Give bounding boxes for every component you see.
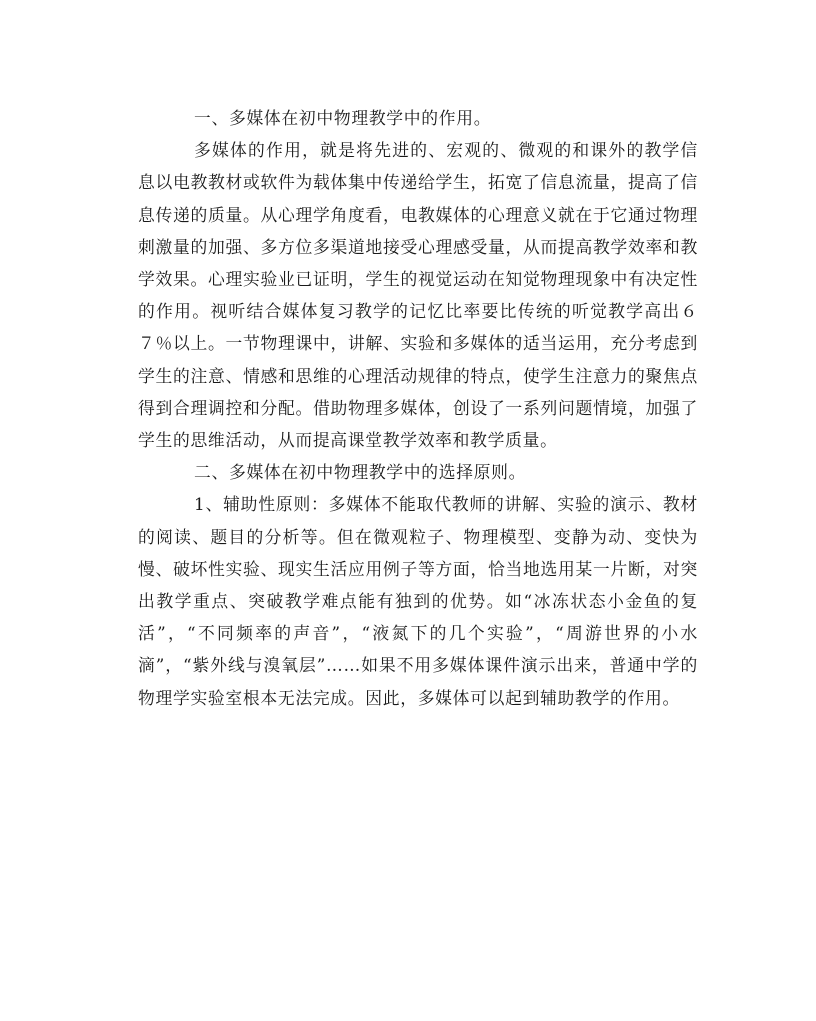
paragraph-1: 多媒体的作用，就是将先进的、宏观的、微观的和课外的教学信息以电教教材或软件为载体集中传递给学生，拓宽了信息流量，提高了信息传递的质量。从心理学角度看，电教媒体的心理意义就在于它通过物理刺激量的加强、多方位多渠道地接受心理感受量，从而提高教学效率和教学效果。心理实验业已证明，学生的视觉运动在知觉物理现象中有决定性的作用。视听结合媒体复习教学的记忆比率要比传统的听觉教学高出６７％以上。一节物理课中，讲解、实验和多媒体的适当运用，充分考虑到学生的注意、情感和思维的心理活动规律的特点，使学生注意力的聚焦点得到合理调控和分配。借助物理多媒体，创设了一系列问题情境，加强了学生的思维活动，从而提高课堂教学效率和教学质量。 bbox=[138, 140, 698, 451]
section-heading-2: 二、多媒体在初中物理教学中的选择原则。 bbox=[194, 462, 527, 483]
section-heading-1: 一、多媒体在初中物理教学中的作用。 bbox=[194, 108, 492, 128]
paragraph-2: 1、辅助性原则：多媒体不能取代教师的讲解、实验的演示、教材的阅读、题目的分析等。但在微观粒子、物理模型、变静为动、变快为慢、破坏性实验、现实生活应用例子等方面，恰当地选用某一片断，对突出教学重点、突破教学难点能有独到的优势。如“冰冻状态小金鱼的复活”，“不同频率的声音”，“液氮下的几个实验”，“周游世界的小水滴”，“紫外线与溴氧层”……如果不用多媒体课件演示出来，普通中学的物理学实验室根本无法完成。因此，多媒体可以起到辅助教学的作用。 bbox=[138, 494, 698, 708]
document-body bbox=[138, 102, 698, 714]
